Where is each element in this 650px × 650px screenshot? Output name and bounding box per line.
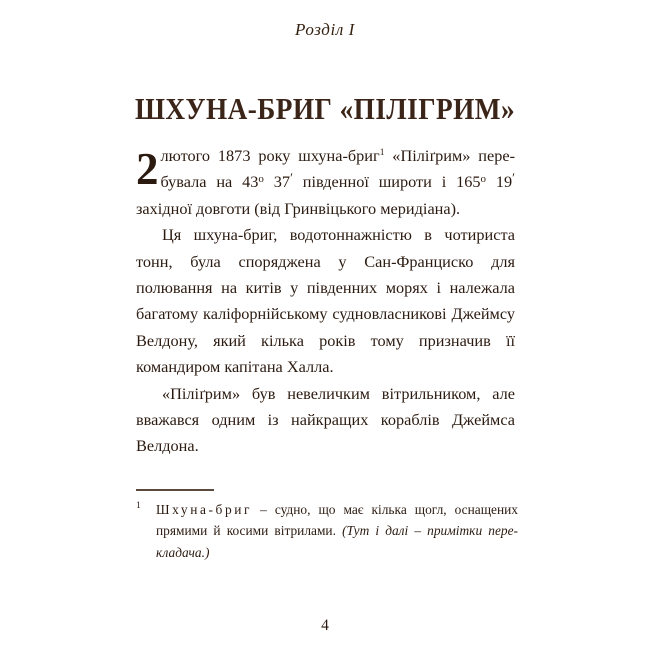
- paragraph-first: [136, 143, 515, 222]
- degree-symbol-longitude: o: [480, 173, 487, 186]
- footnote-term: Шхуна-бриг: [156, 501, 253, 517]
- footnote-number: 1: [136, 500, 141, 511]
- paragraph-first-part-1: лютого 1873 року шхуна-бриг: [160, 146, 380, 165]
- paragraph-first-part-4: південної широти і 165: [292, 172, 481, 192]
- paragraph-third: «Піліґрим» був невеличким вітрильником, але вважався одним із найкращих кораблів Джеймса Велдона.: [136, 383, 515, 456]
- paragraph-first-part-6: західної довготи (від Гринвіцького меридіана).: [136, 198, 461, 218]
- chapter-title: ШХУНА-БРИГ «ПІЛІГРИМ»: [134, 90, 516, 126]
- body-text-block: [136, 143, 515, 460]
- drop-cap: 2: [136, 144, 159, 194]
- footnote-reference-marker[interactable]: 1: [379, 148, 385, 158]
- paragraph-first-part-3: 37: [263, 172, 291, 192]
- footnote-separator-rule: [136, 489, 214, 491]
- footnote-translator-note: (Тут і далі – примітки перекладача.): [156, 523, 518, 560]
- paragraph-second: Ця шхуна-бриг, водотоннажністю в чотириста тонн, була споряджена у Сан-Франциско для полювання на китів у південних морях і належала багатому каліфорнійському судновласникові Джеймсу Велдону, який кілька років тому призначив її командиром капітана Халла.: [136, 225, 515, 377]
- degree-symbol-latitude: o: [258, 173, 264, 186]
- page-number: 4: [321, 617, 329, 634]
- footnote-definition: – судно, що має кілька щогл, оснащених прямими й косими вітрилами.: [156, 501, 518, 538]
- paragraph-first-part-2: «Піліґрим» перебувала на 43: [160, 146, 515, 192]
- footnote-area: [136, 489, 518, 563]
- footnote-text: [136, 499, 518, 564]
- minute-symbol-longitude: ′: [512, 170, 515, 186]
- minute-symbol-latitude: ′: [290, 170, 293, 186]
- chapter-label: Розділ I: [295, 20, 355, 39]
- paragraph-first-part-5: 19: [486, 172, 513, 192]
